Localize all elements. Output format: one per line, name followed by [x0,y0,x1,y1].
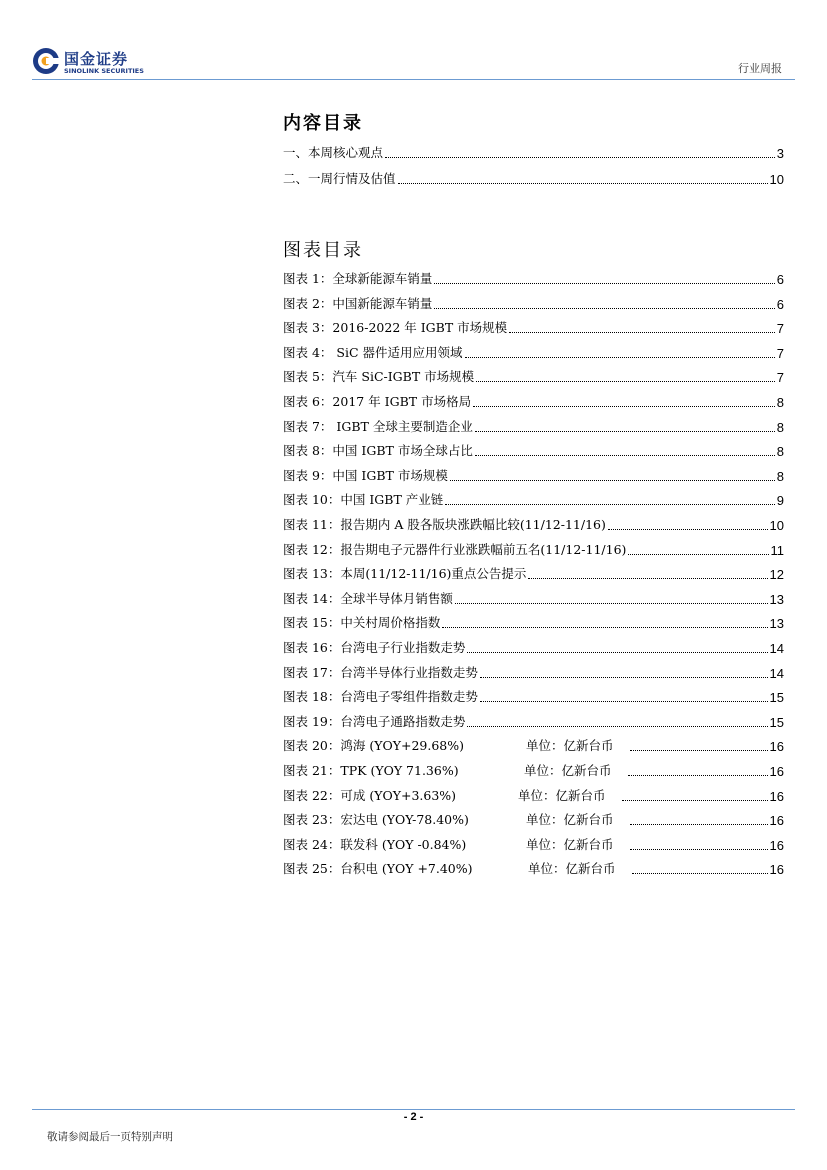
toc-entry[interactable] [283,169,784,187]
toc-entry[interactable] [283,663,784,681]
entry-page-number: 10 [769,171,784,187]
entry-title: 图表 23：宏达电 (YOY-78.40%) [283,812,469,828]
entry-page-number: 13 [769,591,784,607]
toc-entry[interactable] [283,441,784,459]
entry-unit: 单位：亿新台币 [528,861,616,877]
toc-heading: 内容目录 [283,113,363,134]
entry-page-number: 15 [769,690,784,706]
leader-dots [385,156,775,158]
leader-dots [442,626,767,628]
toc-entry[interactable] [283,143,784,161]
logo-text-cn: 国金证券 [64,50,129,68]
leader-dots [476,380,775,382]
leader-dots [630,823,768,825]
toc-entry[interactable] [283,318,784,336]
entry-page-number: 7 [776,370,784,386]
leader-dots [632,872,768,874]
toc-entry[interactable] [283,835,784,853]
leader-dots [434,282,774,284]
entry-title: 图表 7： IGBT 全球主要制造企业 [283,418,473,434]
entry-title: 图表 20：鸿海 (YOY+29.68%) [283,738,464,754]
entry-page-number: 6 [776,272,784,287]
entry-page-number: 8 [776,468,784,484]
entry-title: 图表 25：台积电 (YOY +7.40%) [283,861,473,877]
toc-entry[interactable] [283,367,784,385]
entry-title: 图表 4： SiC 器件适用应用领域 [283,344,463,360]
entry-unit: 单位：亿新台币 [526,812,614,828]
entry-title: 图表 14：全球半导体月销售额 [283,590,453,606]
entry-unit: 单位：亿新台币 [524,763,612,778]
leader-dots [398,182,768,184]
entry-title: 二、一周行情及估值 [283,170,396,186]
leader-dots [455,602,768,604]
figures-heading: 图表目录 [283,240,363,261]
page-number: - 2 - [403,1111,424,1123]
header-divider [32,79,795,80]
entry-title: 图表 16：台湾电子行业指数走势 [283,640,466,655]
toc-entry[interactable] [283,515,784,533]
entry-title: 图表 21：TPK (YOY 71.36%) [283,763,459,778]
toc-entry[interactable] [283,540,784,558]
entry-title: 图表 22：可成 (YOY+3.63%) [283,787,457,803]
leader-dots [475,454,775,456]
toc-entry[interactable] [283,564,784,582]
entry-title: 一、本周核心观点 [283,145,384,160]
entry-title: 图表 3：2016-2022 年 IGBT 市场规模 [283,320,508,336]
entry-title: 图表 6：2017 年 IGBT 市场格局 [283,394,472,409]
entry-unit: 单位：亿新台币 [526,836,614,852]
disclaimer-text: 敬请参阅最后一页特别声明 [47,1131,173,1143]
entry-page-number: 3 [776,146,784,161]
entry-title: 图表 13：本周(11/12-11/16)重点公告提示 [283,566,527,582]
toc-entry[interactable] [283,294,784,312]
company-logo [32,47,162,79]
leader-dots [450,479,775,481]
entry-page-number: 10 [769,518,784,533]
leader-dots [434,307,774,309]
toc-entry[interactable] [283,392,784,410]
toc-entry[interactable] [283,490,784,508]
leader-dots [622,799,768,801]
entry-page-number: 16 [769,788,784,804]
entry-page-number: 16 [769,837,784,853]
leader-dots [630,848,768,850]
leader-dots [608,528,768,530]
toc-entry[interactable] [283,269,784,287]
entry-page-number: 11 [770,542,784,558]
entry-page-number: 8 [776,444,784,460]
entry-page-number: 8 [776,419,784,435]
leader-dots [480,676,768,678]
entry-unit: 单位：亿新台币 [526,738,614,754]
entry-page-number: 7 [776,345,784,361]
leader-dots [630,749,768,751]
leader-dots [509,331,775,333]
leader-dots [528,577,767,579]
entry-page-number: 14 [769,665,784,681]
entry-page-number: 9 [776,493,784,509]
toc-entry[interactable] [283,786,784,804]
leader-dots [473,405,775,407]
sinolink-logo-icon [32,47,60,75]
entry-title: 图表 10：中国 IGBT 产业链 [283,492,444,508]
toc-entry[interactable] [283,736,784,754]
leader-dots [467,651,767,653]
leader-dots [467,725,767,727]
entry-title: 图表 24：联发科 (YOY -0.84%) [283,836,467,852]
leader-dots [465,356,775,358]
toc-entry[interactable] [283,343,784,361]
leader-dots [628,553,768,555]
entry-title: 图表 2：中国新能源车销量 [283,295,433,311]
entry-title: 图表 19：台湾电子通路指数走势 [283,713,466,729]
entry-page-number: 6 [776,296,784,312]
entry-title: 图表 17：台湾半导体行业指数走势 [283,664,478,680]
report-type-label: 行业周报 [738,62,782,75]
entry-page-number: 13 [769,616,784,632]
entry-title: 图表 8：中国 IGBT 市场全球占比 [283,443,473,459]
leader-dots [475,430,775,432]
entry-page-number: 16 [769,764,784,779]
logo-text-en: SINOLINK SECURITIES [64,67,144,75]
entry-page-number: 15 [769,714,784,730]
entry-title: 图表 12：报告期电子元器件行业涨跌幅前五名(11/12-11/16) [283,541,627,557]
entry-title: 图表 15：中关村周价格指数 [283,615,441,631]
entry-page-number: 7 [776,321,784,337]
entry-page-number: 16 [769,813,784,829]
leader-dots [445,503,774,505]
toc-entry[interactable] [283,638,784,656]
footer-divider [32,1109,795,1110]
entry-title: 图表 1：全球新能源车销量 [283,271,433,286]
toc-entry[interactable] [283,613,784,631]
entry-title: 图表 5：汽车 SiC-IGBT 市场规模 [283,369,475,385]
entry-page-number: 14 [769,641,784,656]
toc-entry[interactable] [283,589,784,607]
leader-dots [628,774,768,776]
toc-entry[interactable] [283,761,784,779]
entry-title: 图表 18：台湾电子零组件指数走势 [283,689,478,705]
entry-title: 图表 9：中国 IGBT 市场规模 [283,467,448,483]
toc-entry[interactable] [283,687,784,705]
toc-entry[interactable] [283,417,784,435]
entry-title: 图表 11：报告期内 A 股各版块涨跌幅比较(11/12-11/16) [283,517,606,532]
toc-entry[interactable] [283,810,784,828]
leader-dots [480,700,768,702]
entry-page-number: 16 [769,739,784,755]
toc-entry[interactable] [283,859,784,877]
entry-page-number: 8 [776,395,784,410]
toc-entry[interactable] [283,466,784,484]
entry-page-number: 12 [769,567,784,583]
entry-page-number: 16 [769,862,784,878]
entry-unit: 单位：亿新台币 [518,787,606,803]
toc-entry[interactable] [283,712,784,730]
